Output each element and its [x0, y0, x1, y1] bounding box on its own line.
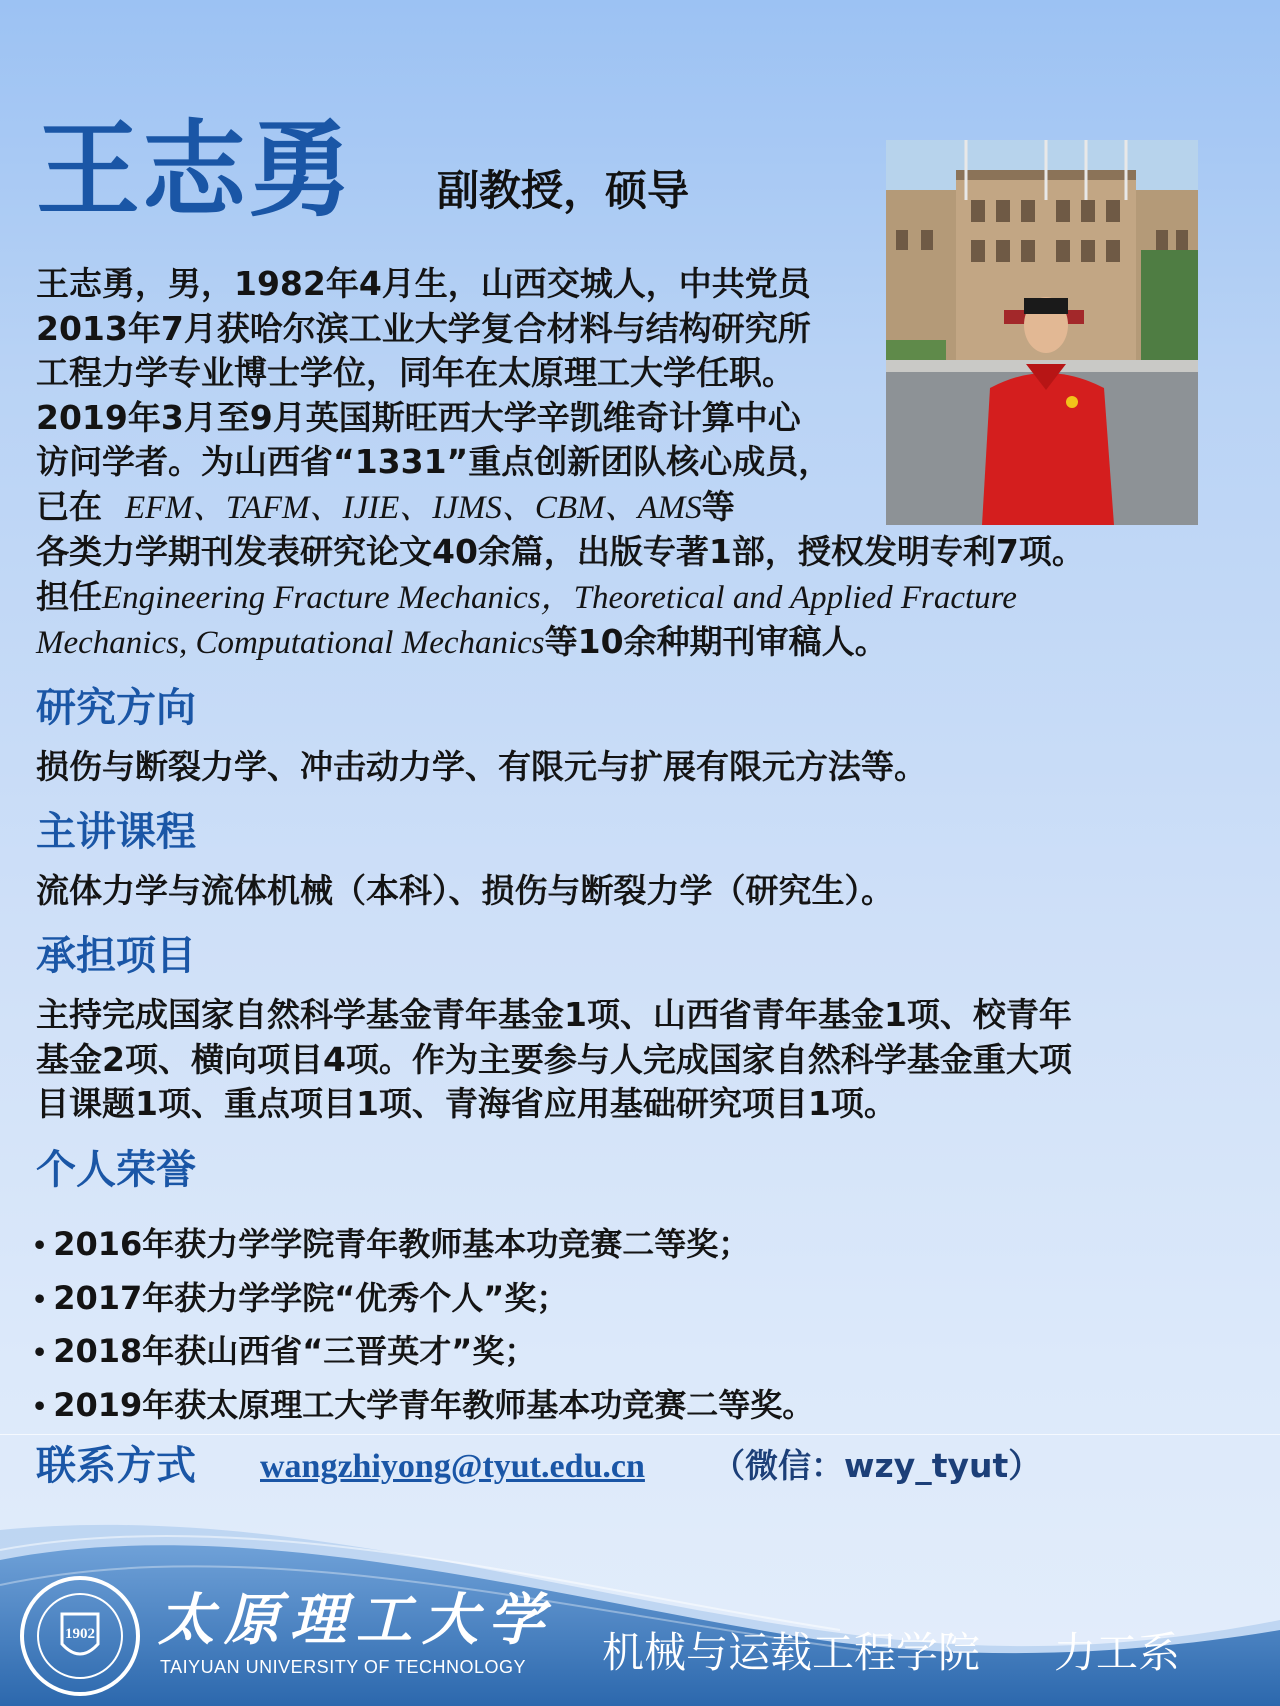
projects-line: 主持完成国家自然科学基金青年基金1项、山西省青年基金1项、校青年: [36, 995, 1072, 1034]
projects-line: 基金2项、横向项目4项。作为主要参与人完成国家自然科学基金重大项: [36, 1039, 1072, 1079]
wechat-id: （微信：wzy_tyut）: [712, 1446, 1042, 1485]
list-item: • 2016年获力学学院青年教师基本功竞赛二等奖；: [34, 1218, 814, 1272]
person-name: 王志勇: [36, 109, 355, 231]
honors-heading: 个人荣誉: [36, 1147, 196, 1193]
bio-line: 各类力学期刊发表研究论文40余篇，出版专著1部，授权发明专利7项。: [36, 532, 1085, 571]
research-heading: 研究方向: [36, 685, 196, 731]
bio-line: [36, 485, 1220, 531]
research-text: [36, 745, 1236, 790]
university-seal-logo: [18, 1574, 142, 1698]
bio-line: 王志勇，男，1982年4月生，山西交城人，中共党员: [36, 264, 811, 303]
projects-heading: 承担项目: [36, 933, 196, 979]
bio-line: [36, 575, 1220, 621]
bio-text: 等: [701, 486, 735, 526]
college-name: 机械与运载工程学院: [602, 1628, 981, 1677]
list-item: • 2018年获山西省“三晋英才”奖；: [34, 1325, 814, 1379]
bio-line: 2013年7月获哈尔滨工业大学复合材料与结构研究所: [36, 308, 811, 348]
bio-text: 等10余种期刊审稿人。: [544, 622, 888, 661]
person-title: 副教授，硕导: [437, 166, 690, 215]
divider: [0, 1434, 1280, 1435]
bio-line: 2019年3月至9月英国斯旺西大学辛凯维奇计算中心: [36, 397, 801, 437]
list-item: • 2019年获太原理工大学青年教师基本功竞赛二等奖。: [34, 1379, 814, 1433]
seal-year: 1902: [65, 1626, 95, 1642]
courses-heading: 主讲课程: [36, 809, 196, 855]
contact-heading: 联系方式: [36, 1443, 196, 1489]
list-item: • 2017年获力学学院“优秀个人”奖；: [34, 1272, 814, 1326]
bio-line: 访问学者。为山西省“1331”重点创新团队核心成员，: [36, 442, 832, 481]
journal-names: Engineering Fracture Mechanics，Theoretical and Applied Fracture: [102, 579, 1017, 616]
research-line: 损伤与断裂力学、冲击动力学、有限元与扩展有限元方法等。: [36, 747, 927, 786]
journal-names: Mechanics, Computational Mechanics: [36, 625, 545, 661]
projects-line: 目课题1项、重点项目1项、青海省应用基础研究项目1项。: [36, 1084, 897, 1123]
bio-text: 担任: [36, 576, 102, 616]
department-name: 力工系: [1054, 1628, 1181, 1677]
bio-line: 工程力学专业博士学位，同年在太原理工大学任职。: [36, 353, 795, 392]
email-link[interactable]: wangzhiyong@tyut.edu.cn: [260, 1448, 645, 1485]
bio-line: [36, 620, 1220, 666]
courses-line: 流体力学与流体机械（本科）、损伤与断裂力学（研究生）。: [36, 871, 894, 910]
bio-text: 已在: [36, 486, 102, 526]
bio-paragraph: [36, 262, 1220, 666]
university-name-en: TAIYUAN UNIVERSITY OF TECHNOLOGY: [160, 1657, 527, 1677]
courses-text: [36, 869, 1236, 914]
projects-text: [36, 993, 1236, 1127]
journal-abbreviations: EFM、TAFM、IJIE、IJMS、CBM、AMS: [124, 489, 702, 526]
honors-list: [34, 1218, 814, 1432]
university-name-cn: 太原理工大学: [158, 1587, 554, 1653]
